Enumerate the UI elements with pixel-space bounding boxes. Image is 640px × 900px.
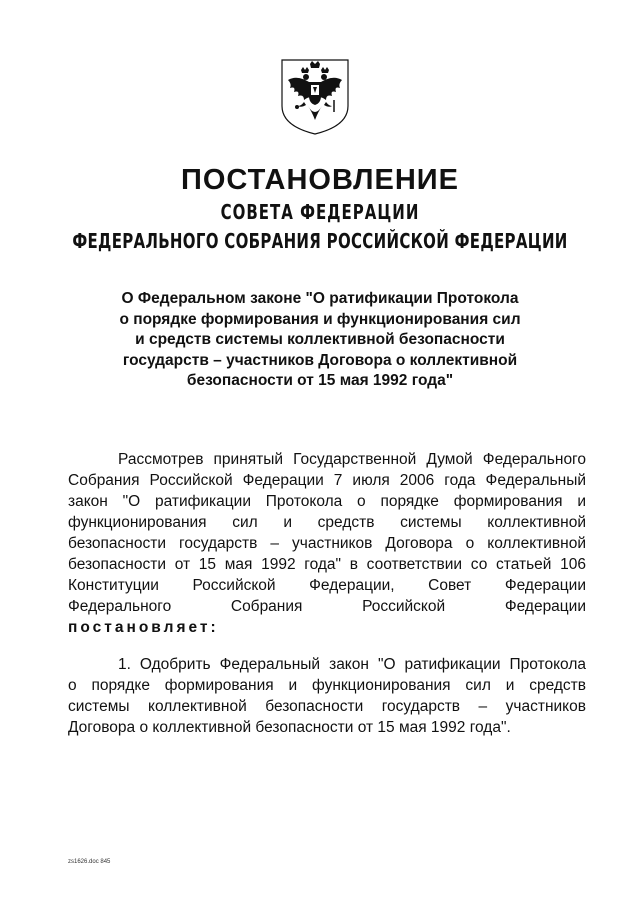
clause-1-paragraph — [68, 654, 586, 738]
preamble-line: закон "О ратификации Протокола о порядке формирования и — [68, 493, 586, 510]
preamble-line: Рассмотрев принятый Государственной Думой Федерального — [118, 451, 586, 468]
decree-word-text: постановляет: — [68, 619, 219, 636]
preamble-line: Федерального Собрания Российской Федерации — [68, 598, 586, 615]
decree-word — [68, 617, 586, 638]
preamble-line: Конституции Российской Федерации, Совет Федерации — [68, 577, 586, 594]
document-title: ПОСТАНОВЛЕНИЕ — [181, 164, 459, 196]
issuer-line-2: ФЕДЕРАЛЬНОГО СОБРАНИЯ РОССИЙСКОЙ ФЕДЕРАЦИИ — [72, 229, 568, 254]
clause-line: системы коллективной безопасности государств – участников — [68, 698, 586, 715]
preamble-paragraph — [68, 449, 586, 638]
preamble-line: безопасности государств – участников Договора о коллективной — [68, 535, 586, 552]
subject-line: О Федеральном законе "О ратификации Протокола — [121, 290, 519, 307]
preamble-line: Собрания Российской Федерации 7 июля 2006 года Федеральный — [68, 472, 586, 489]
decree-subject — [100, 289, 540, 392]
coat-of-arms-emblem — [276, 56, 354, 136]
clause-line: Договора о коллективной безопасности от 15 мая 1992 года". — [68, 719, 511, 736]
clause-line: о порядке формирования и функционирования сил и средств — [68, 677, 586, 694]
preamble-line: функционирования сил и средств системы коллективной — [68, 514, 586, 531]
subject-line: государств – участников Договора о коллективной — [122, 351, 518, 369]
preamble-line: безопасности от 15 мая 1992 года" в соответствии со статьей 106 — [68, 556, 586, 573]
subject-line: безопасности от 15 мая 1992 года" — [186, 372, 454, 389]
subject-line: и средств системы коллективной безопасности — [135, 331, 505, 348]
issuer-line-1: СОВЕТА ФЕДЕРАЦИИ — [220, 200, 420, 225]
subject-line: о порядке формирования и функционирования сил — [119, 310, 521, 328]
clause-line: 1. Одобрить Федеральный закон "О ратификации Протокола — [118, 656, 586, 673]
file-code: zs1626.doc 845 — [68, 859, 111, 865]
